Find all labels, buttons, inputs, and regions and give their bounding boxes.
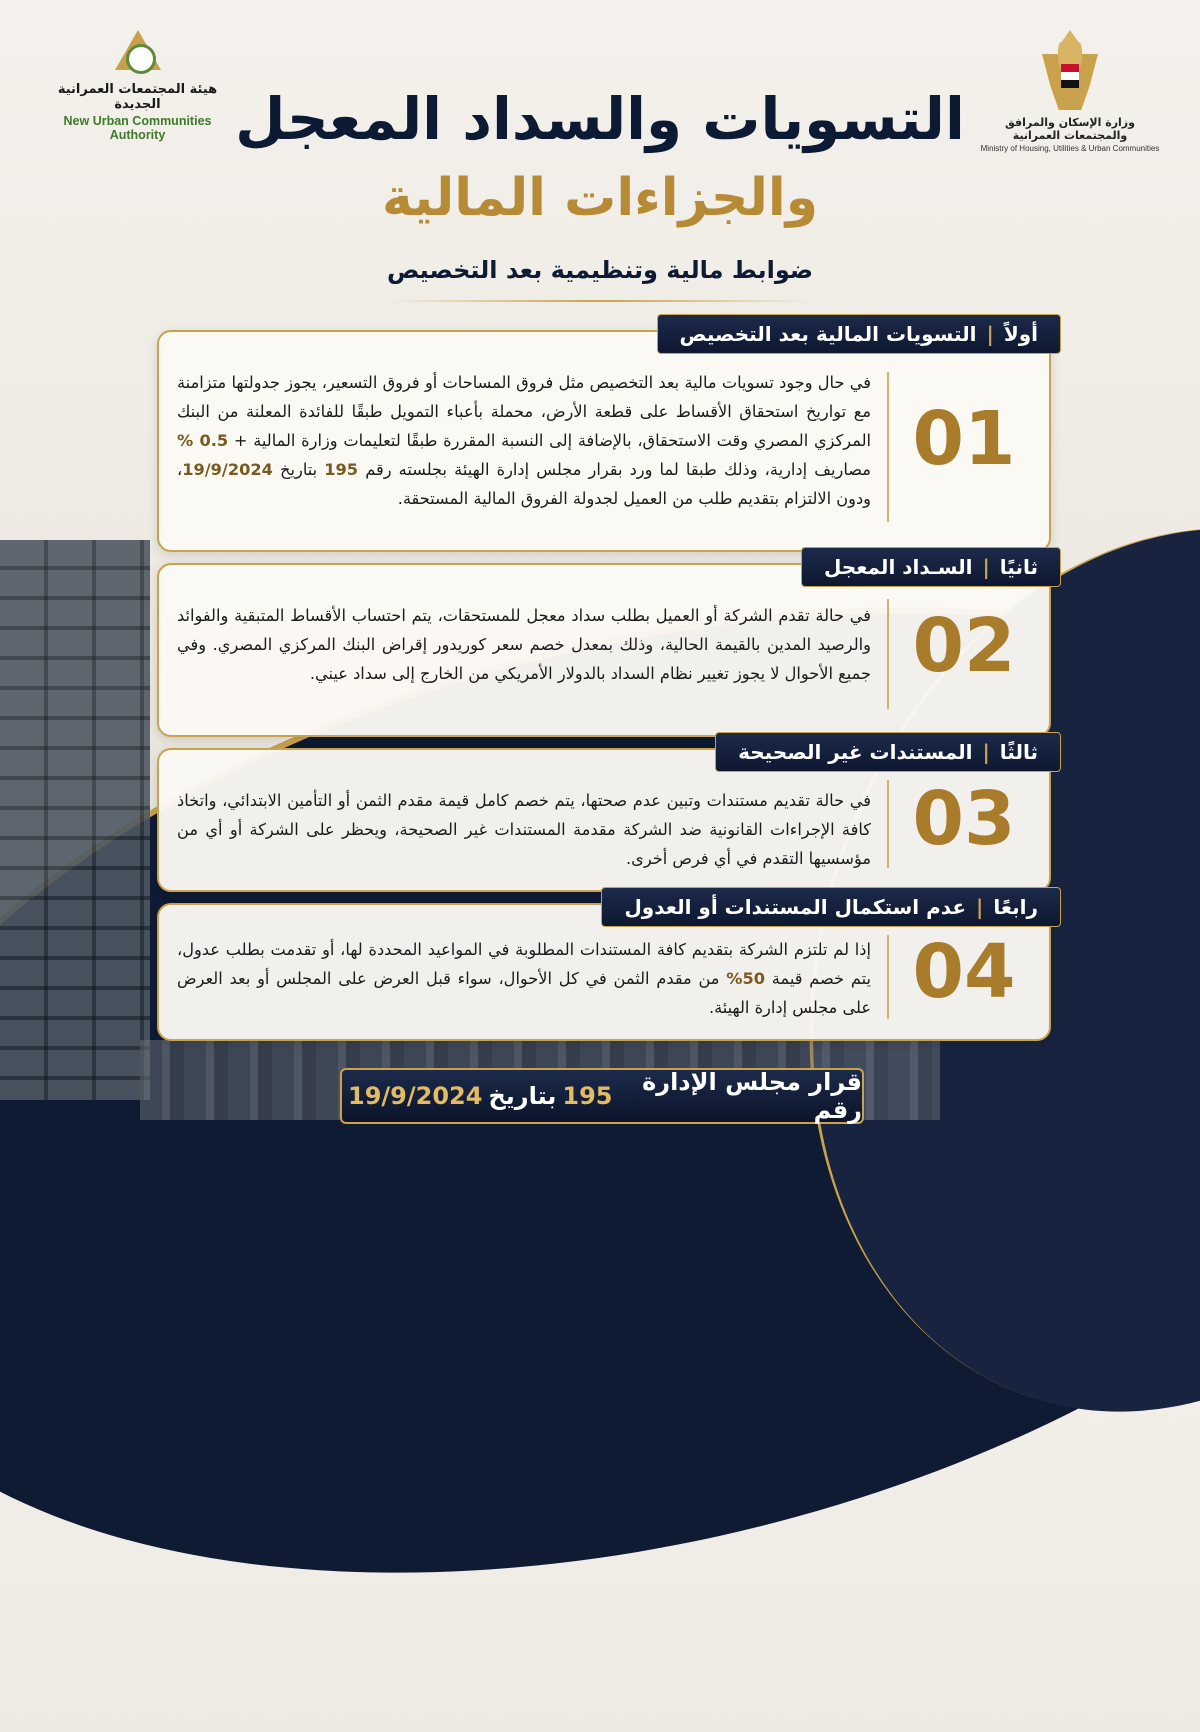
section-heading: السـداد المعجل: [823, 555, 973, 579]
section-ordinal: أولاً: [1003, 322, 1038, 346]
card-divider: [887, 935, 889, 1019]
highlight-date: 19/9/2024: [182, 460, 273, 479]
section-card-2: [157, 555, 1051, 737]
section-heading-ribbon: [801, 547, 1061, 587]
nuca-name-english: New Urban Communities Authority: [63, 114, 212, 142]
section-number: 04: [912, 929, 1016, 1015]
page-subtitle: ضوابط مالية وتنظيمية بعد التخصيص: [386, 256, 814, 284]
section-number: 02: [912, 603, 1016, 689]
footer-text: بتاريخ: [488, 1082, 557, 1110]
ministry-name-english: Ministry of Housing, Utilities & Urban Communities: [980, 144, 1160, 153]
ribbon-separator: |: [976, 895, 984, 919]
section-heading: المستندات غير الصحيحة: [738, 740, 973, 764]
section-body: في حالة تقدم الشركة أو العميل بطلب سداد معجل للمستحقات، يتم احتساب الأقساط المتبقية والفوائد والرصيد المدين بالقيمة الحالية، وذلك بمعدل خصم سعر كوريدور إقراض البنك المركزي المصري. وفي جميع الأحوال لا يجوز تغيير نظام السداد بالدولار الأمريكي من الخارج إلى سداد عيني.: [177, 606, 871, 683]
section-card-3: [157, 740, 1051, 892]
title-divider: [390, 300, 810, 302]
section-ordinal: ثانيًا: [999, 555, 1038, 579]
ribbon-separator: |: [982, 740, 990, 764]
card-divider: [887, 780, 889, 868]
nuca-name-arabic: هيئة المجتمعات العمرانية الجديدة: [57, 82, 218, 112]
background-building: [0, 540, 150, 1100]
page-title-line1: التسويات والسداد المعجل: [235, 85, 965, 153]
card-divider: [887, 372, 889, 522]
section-ordinal: رابعًا: [993, 895, 1038, 919]
ribbon-separator: |: [986, 322, 994, 346]
highlight-percent: 50%: [726, 969, 766, 988]
section-body: [177, 368, 871, 513]
section-heading-ribbon: [601, 887, 1061, 927]
highlight-decision-number: 195: [324, 460, 359, 479]
section-card-1: [157, 322, 1051, 552]
footer-date: 19/9/2024: [348, 1082, 483, 1110]
body-text: ، ودون الالتزام بتقديم طلب من العميل لجدولة الفروق المالية المستحقة.: [177, 460, 871, 508]
card-divider: [887, 599, 889, 709]
page-title-line2: والجزاءات المالية: [381, 168, 819, 228]
body-text: بتاريخ: [280, 460, 318, 479]
section-body: [177, 935, 871, 1022]
body-text: من مقدم الثمن في كل الأحوال، سواء قبل العرض على المجلس أو بعد العرض على مجلس إدارة الهيئة.: [177, 969, 871, 1017]
section-number: 03: [912, 776, 1016, 862]
footer-text: قرار مجلس الإدارة رقم: [642, 1068, 862, 1124]
highlight-percent: 0.5 %: [177, 431, 229, 450]
body-text: مصاريف إدارية، وذلك طبقا لما ورد بقرار مجلس إدارة الهيئة بجلسته رقم: [365, 460, 871, 479]
section-body: في حالة تقديم مستندات وتبين عدم صحتها، يتم خصم كامل قيمة مقدم الثمن أو التأمين الابتدائي، واتخاذ كافة الإجراءات القانونية ضد الشركة مقدمة المستندات غير الصحيحة، ويحظر على الشركة أو أي من مؤسسيها التقدم في أي فرص أخرى.: [177, 791, 871, 868]
footer-decision-number: 195: [562, 1082, 613, 1110]
body-text: إذا لم تلتزم الشركة بتقديم كافة المستندات المطلوبة في المواعيد المحددة لها، أو تقدمت بطلب عدول، يتم خصم قيمة: [177, 940, 871, 988]
section-heading-ribbon: [657, 314, 1061, 354]
body-text: في حال وجود تسويات مالية بعد التخصيص مثل فروق المساحات أو فروق التسعير، يجوز جدولتها متزامنة مع تواريخ استحقاق الأقساط على قطعة الأرض، محملة بأعباء التمويل طبقًا للفائدة المعلنة من البنك المركزي المصري وقت الاستحقاق، بالإضافة إلى النسبة المقررة طبقًا لتعليمات وزارة المالية +: [177, 373, 872, 450]
ministry-name-arabic: وزارة الإسكان والمرافق والمجتمعات العمرانية: [1005, 116, 1135, 142]
section-heading: التسويات المالية بعد التخصيص: [679, 322, 977, 346]
ribbon-separator: |: [982, 555, 990, 579]
section-ordinal: ثالثًا: [999, 740, 1038, 764]
nuca-logo-icon: [115, 30, 161, 76]
section-heading: عدم استكمال المستندات أو العدول: [624, 895, 966, 919]
section-number: 01: [912, 396, 1016, 482]
section-heading-ribbon: [715, 732, 1061, 772]
section-card-4: [157, 895, 1051, 1041]
footer-decision-banner: [340, 1068, 864, 1124]
